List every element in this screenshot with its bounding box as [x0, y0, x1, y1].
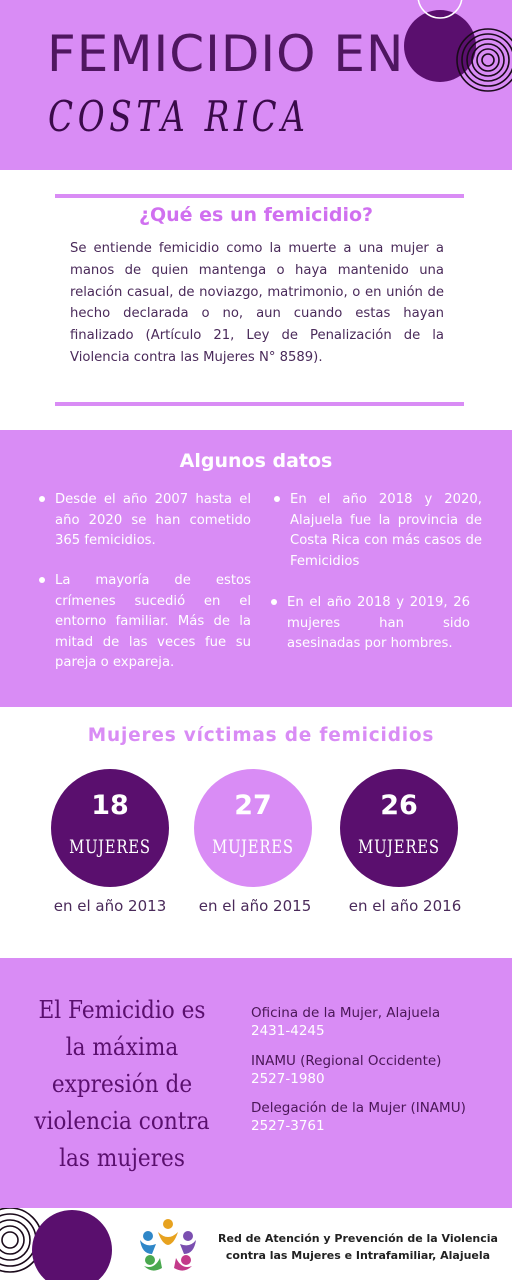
definition-text: Se entiende femicidio como la muerte a una mujer a manos de quien mantenga o haya mantenido una relación casual, de noviazgo, matrimonio, o en unión de hecho declarada o no, aun cuando estas hayan finalizado (Artículo 21, Ley de Penalización de la Violencia contra las Mujeres N° 8589). [70, 241, 444, 365]
stat-number: 27 [234, 790, 272, 821]
stat-unit: MUJERES [212, 836, 294, 858]
page-subtitle: COSTA RICA [48, 92, 310, 141]
list-item: Desde el año 2007 hasta el año 2020 se han cometido 365 femicidios. [55, 490, 251, 552]
stat-unit: MUJERES [358, 836, 440, 858]
quote-text: El Femicidio es la máxima expresión de violencia contra las mujeres [34, 996, 210, 1172]
contact-name: INAMU (Regional Occidente) [251, 1053, 442, 1069]
footer [0, 1208, 512, 1280]
stat-circle [51, 769, 169, 887]
stat-year: en el año 2016 [348, 897, 462, 915]
data-title: Algunos datos [179, 450, 333, 472]
stat-year: en el año 2013 [53, 897, 167, 915]
stat-unit: MUJERES [69, 836, 151, 858]
header-banner [0, 0, 512, 170]
stat-year: en el año 2015 [198, 897, 312, 915]
stat-number: 18 [91, 790, 129, 821]
decorative-circles-icon [0, 1208, 120, 1280]
list-item: En el año 2018 y 2020, Alajuela fue la provincia de Costa Rica con más casos de Femicidios [290, 490, 482, 572]
people-circle-logo-icon [128, 1214, 208, 1276]
contact-item [251, 1099, 507, 1135]
stat-circle [194, 769, 312, 887]
victims-title: Mujeres víctimas de femicidios [87, 725, 435, 746]
contact-phone: 2431-4245 [251, 1023, 325, 1039]
definition-title: ¿Qué es un femicidio? [138, 204, 374, 226]
organization-name: Red de Atención y Prevención de la Violencia contra las Mujeres e Intrafamiliar, Alajuela [218, 1232, 498, 1262]
data-section [0, 430, 512, 707]
definition-section [0, 170, 512, 430]
stat-number: 26 [380, 790, 418, 821]
contact-name: Delegación de la Mujer (INAMU) [251, 1100, 466, 1116]
divider-bottom [55, 402, 464, 406]
contact-item [251, 1004, 507, 1040]
list-item: En el año 2018 y 2019, 26 mujeres han sido asesinadas por hombres. [287, 593, 470, 655]
contact-item [251, 1052, 507, 1088]
contact-phone: 2527-1980 [251, 1071, 325, 1087]
contact-name: Oficina de la Mujer, Alajuela [251, 1005, 441, 1021]
bullet-icon [271, 599, 277, 605]
bullet-icon [274, 496, 280, 502]
quote-contacts-section [0, 958, 512, 1208]
bullet-icon [39, 496, 45, 502]
stat-circle [340, 769, 458, 887]
divider-top [55, 194, 464, 198]
bullet-icon [39, 577, 45, 583]
contact-phone: 2527-3761 [251, 1118, 325, 1134]
list-item: La mayoría de estos crímenes sucedió en el entorno familiar. Más de la mitad de las veces fue su pareja o expareja. [55, 571, 251, 674]
decorative-circles-icon [392, 0, 512, 110]
victims-section [0, 707, 512, 958]
page-title: FEMICIDIO EN [47, 25, 405, 83]
